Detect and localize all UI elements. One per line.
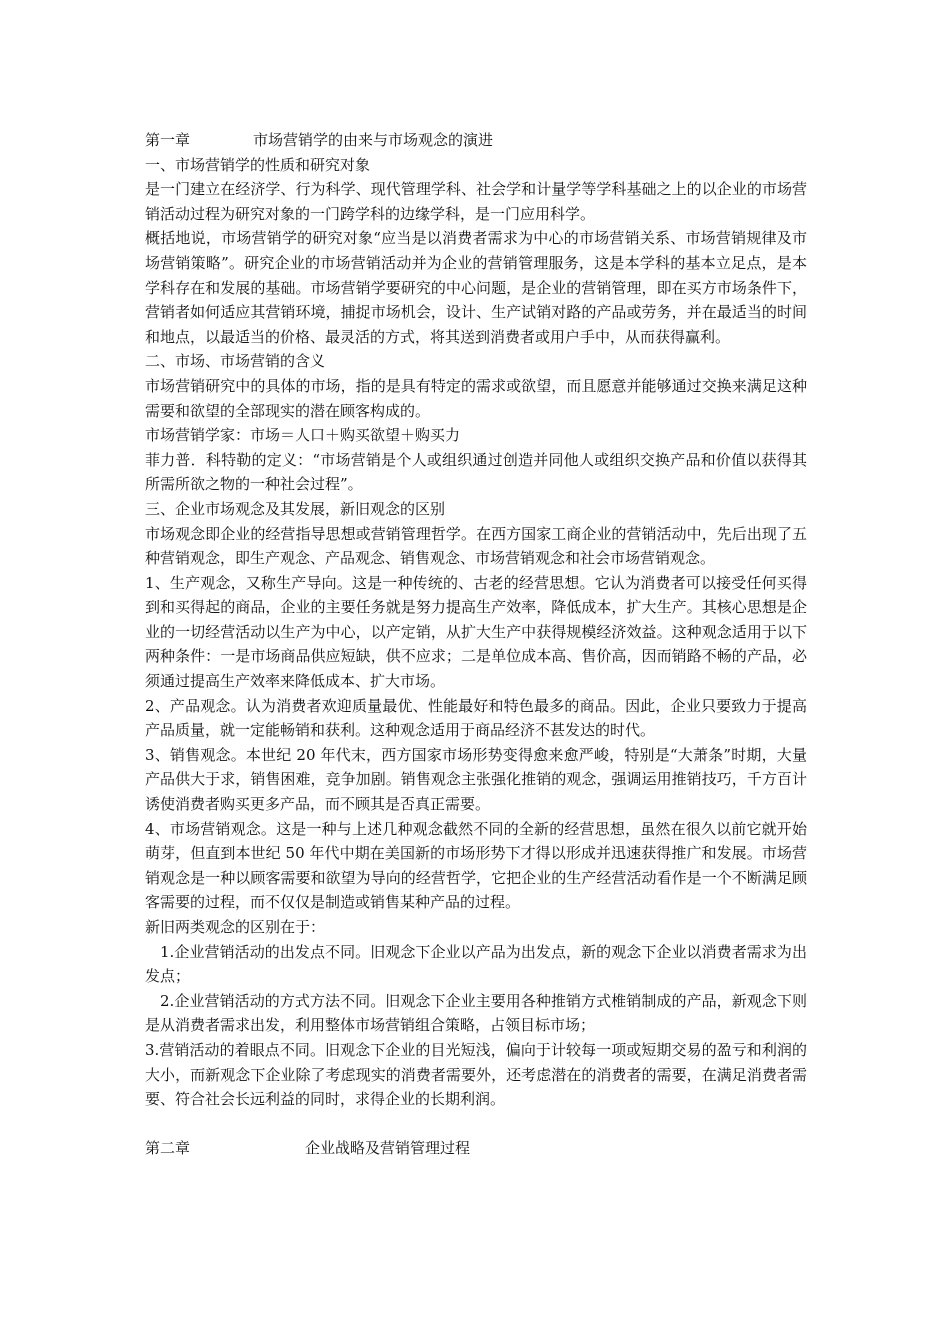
difference-item-2: 2.企业营销活动的方式方法不同。旧观念下企业主要用各种推销方式椎销制成的产品，新观念下则是从消费者需求出发，利用整体市场营销组合策略，占领目标市场；	[145, 991, 807, 1035]
blank-line	[145, 1112, 807, 1137]
section-3-heading: 三、企业市场观念及其发展，新旧观念的区别	[145, 499, 446, 518]
section-1-paragraph-1: 是一门建立在经济学、行为科学、现代管理学科、社会学和计量学等学科基础之上的以企业的市场营销活动过程为研究对象的一门跨学科的边缘学科，是一门应用科学。	[145, 180, 807, 223]
section-2-kotler-definition: 菲力普．科特勒的定义：“市场营销是个人或组织通过创造并同他人或组织交换产品和价值以获得其所需所欲之物的一种社会过程”。	[145, 450, 807, 494]
chapter-2-label: 第二章	[145, 1139, 191, 1158]
chapter-1-label: 第一章	[145, 131, 191, 149]
section-1-paragraph-2: 概括地说，市场营销学的研究对象“应当是以消费者需求为中心的市场营销关系、市场营销规律及市场营销策略”。研究企业的市场营销活动并为企业的营销管理服务，这是本学科的基本立足点，是本学科存在和发展的基础。市场营销学要研究的中心问题，是企业的营销管理，即在买方市场条件下，营销者如何适应其营销环境，捕捉市场机会，设计、生产试销对路的产品或劳务，并在最适当的时间和地点，以最适当的价格、最灵活的方式，将其送到消费者或用户手中，从而获得赢利。	[145, 229, 807, 346]
section-2-formula: 市场营销学家：市场＝人口＋购买欲望＋购买力	[145, 426, 461, 445]
chapter-1-title: 市场营销学的由来与市场观念的演进	[253, 131, 494, 149]
difference-item-1: 1.企业营销活动的出发点不同。旧观念下企业以产品为出发点，新的观念下企业以消费者需求为出发点；	[145, 942, 807, 986]
chapter-1-heading	[145, 128, 807, 153]
marketing-concept-paragraph: 4、市场营销观念。这是一种与上述几种观念截然不同的全新的经营思想，虽然在很久以前它就开始萌芽，但直到本世纪 50 年代中期在美国新的市场形势下才得以形成并迅速获得推广和发展。市场营销观念是一种以顾客需要和欲望为导向的经营哲学，它把企业的生产经营活动看作是一个不断满足顾客需要的过程，而不仅仅是制造或销售某种产品的过程。	[145, 819, 807, 912]
document-page	[145, 128, 807, 1161]
chapter-2-title: 企业战略及营销管理过程	[305, 1139, 471, 1158]
differences-intro: 新旧两类观念的区别在于：	[145, 918, 326, 936]
section-3-paragraph-1: 市场观念即企业的经营指导思想或营销管理哲学。在西方国家工商企业的营销活动中，先后出现了五种营销观念，即生产观念、产品观念、销售观念、市场营销观念和社会市场营销观念。	[145, 524, 807, 568]
difference-item-3: 3.营销活动的着眼点不同。旧观念下企业的目光短浅，偏向于计较每一项或短期交易的盈亏和利润的大小，而新观念下企业除了考虑现实的消费者需要外，还考虑潜在的消费者的需要，在满足消费者需要、符合社会长远利益的同时，求得企业的长期利润。	[145, 1040, 807, 1109]
section-1-heading: 一、市场营销学的性质和研究对象	[145, 155, 371, 174]
section-2-paragraph-1: 市场营销研究中的具体的市场，指的是具有特定的需求或欲望，而且愿意并能够通过交换来满足这种需要和欲望的全部现实的潜在顾客构成的。	[145, 376, 807, 420]
product-concept-paragraph: 2、产品观念。认为消费者欢迎质量最优、性能最好和特色最多的商品。因此，企业只要致力于提高产品质量，就一定能畅销和获利。这种观念适用于商品经济不甚发达的时代。	[145, 696, 807, 740]
chapter-2-heading	[145, 1136, 807, 1161]
section-2-heading: 二、市场、市场营销的含义	[145, 352, 326, 371]
selling-concept-paragraph: 3、销售观念。本世纪 20 年代末，西方国家市场形势变得愈来愈严峻，特别是“大萧条”时期，大量产品供大于求，销售困难，竞争加剧。销售观念主张强化推销的观念，强调运用推销技巧，千方百计诱使消费者购买更多产品，而不顾其是否真正需要。	[145, 745, 807, 814]
production-concept-paragraph: 1、生产观念，又称生产导向。这是一种传统的、古老的经营思想。它认为消费者可以接受任何买得到和买得起的商品，企业的主要任务就是努力提高生产效率，降低成本，扩大生产。其核心思想是企业的一切经营活动以生产为中心，以产定销，从扩大生产中获得规模经济效益。这种观念适用于以下两种条件：一是市场商品供应短缺，供不应求；二是单位成本高、售价高，因而销路不畅的产品，必须通过提高生产效率来降低成本、扩大市场。	[145, 573, 807, 691]
